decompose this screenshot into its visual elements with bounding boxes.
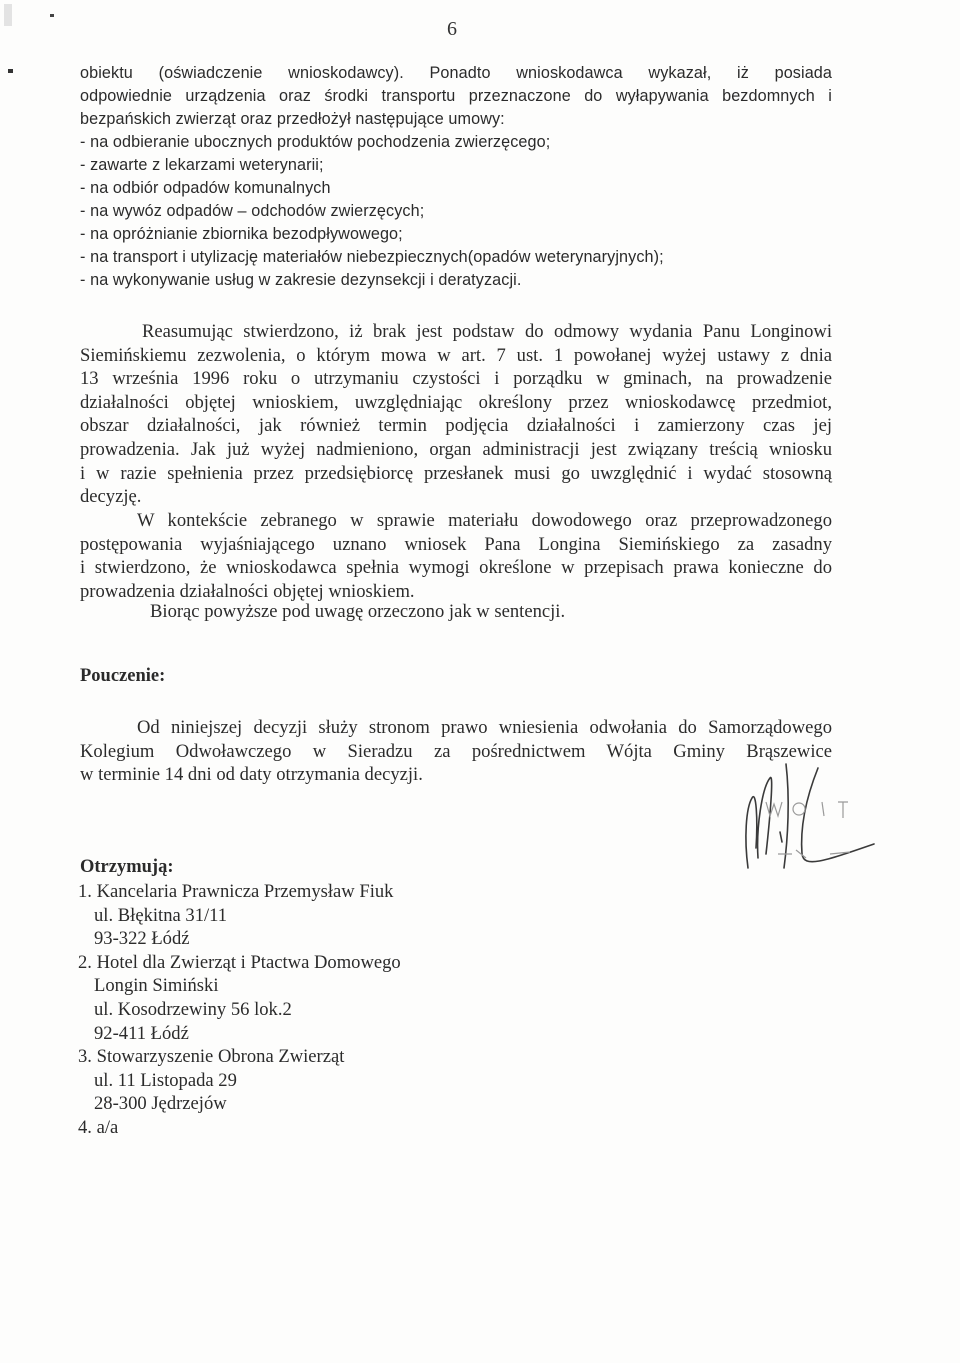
reasoning-line: i w razie spełnienia przez przedsiębiorcę przesłanek musi go uwzględnić i wydać stosowną bbox=[80, 462, 832, 484]
contract-item: - na odbiór odpadów komunalnych bbox=[80, 179, 331, 197]
recipient-entry bbox=[78, 1045, 498, 1069]
reasoning-line: Reasumując stwierdzono, iż brak jest podstaw do odmowy wydania Panu Longinowi bbox=[142, 321, 832, 342]
recipient-name: Hotel dla Zwierząt i Ptactwa Domowego bbox=[96, 951, 401, 973]
recipient-number: 1. bbox=[78, 881, 92, 902]
contract-item: - na opróżnianie zbiornika bezodpływowego; bbox=[80, 225, 403, 243]
recipient-name: a/a bbox=[96, 1116, 119, 1138]
recipient-number: 3. bbox=[78, 1046, 92, 1068]
closing-paragraph bbox=[80, 600, 832, 624]
recipient-address-line: ul. Kosodrzewiny 56 lok.2 bbox=[94, 998, 292, 1020]
contract-item: - na transport i utylizację materiałów niebezpiecznych(opadów weterynaryjnych); bbox=[80, 248, 664, 266]
intro-line: obiektu (oświadczenie wnioskodawcy). Ponadto wnioskodawca wykazał, iż posiada bbox=[80, 64, 832, 82]
recipient-address-line: ul. Błękitna 31/11 bbox=[94, 904, 228, 926]
instruction-line: Kolegium Odwoławczego w Sieradzu za pośrednictwem Wójta Gminy Brąszewice bbox=[80, 740, 832, 762]
scan-artifact bbox=[50, 14, 54, 17]
reasoning-line: Siemińskiemu zezwolenia, o którym mowa w art. 7 ust. 1 powołanej wyżej ustawy z dnia bbox=[80, 344, 832, 366]
recipient-number: 4. bbox=[78, 1116, 92, 1138]
context-line: prowadzenia działalności objętej wnioskiem. bbox=[80, 580, 415, 602]
instruction-line: w terminie 14 dni od daty otrzymania decyzji. bbox=[80, 764, 423, 786]
intro-line: odpowiednie urządzenia oraz środki transportu przeznaczone do wyłapywania bezdomnych i bbox=[80, 87, 832, 105]
recipient-number: 2. bbox=[78, 951, 92, 973]
recipient-entry bbox=[78, 1116, 498, 1140]
instruction-paragraph bbox=[80, 716, 832, 787]
page-number: 6 bbox=[447, 18, 457, 40]
context-paragraph bbox=[80, 509, 832, 603]
contract-item: - na odbieranie ubocznych produktów pochodzenia zwierzęcego; bbox=[80, 133, 551, 151]
recipients-title: Otrzymują: bbox=[80, 857, 174, 877]
reasoning-paragraph bbox=[80, 320, 832, 509]
recipient-entry bbox=[78, 880, 498, 904]
recipient-name: Stowarzyszenie Obrona Zwierząt bbox=[96, 1046, 345, 1068]
context-line: i stwierdzono, że wnioskodawca spełnia wymogi określone w przepisach prawa konieczne do bbox=[80, 557, 832, 579]
contract-item: - na wykonywanie usług w zakresie dezynsekcji i deratyzacji. bbox=[80, 271, 522, 289]
contract-item: - na wywóz odpadów – odchodów zwierzęcych; bbox=[80, 202, 425, 220]
recipient-address-line: 92-411 Łódź bbox=[94, 1022, 189, 1044]
intro-paragraph bbox=[80, 62, 832, 131]
recipient-address-line: 28-300 Jędrzejów bbox=[94, 1093, 227, 1115]
closing-line: Biorąc powyższe pod uwagę orzeczono jak w sentencji. bbox=[150, 601, 566, 622]
contract-item: - zawarte z lekarzami weterynarii; bbox=[80, 156, 324, 174]
context-line: W kontekście zebranego w sprawie materiału dowodowego oraz przeprowadzonego bbox=[137, 510, 832, 531]
intro-line: bezpańskich zwierząt oraz przedłożył następujące umowy: bbox=[80, 110, 505, 128]
instruction-line: Od niniejszej decyzji służy stronom prawo wniesienia odwołania do Samorządowego bbox=[137, 717, 832, 738]
recipient-address-line: 93-322 Łódź bbox=[94, 928, 190, 950]
recipient-address-line: Longin Simiński bbox=[94, 975, 219, 997]
instruction-title: Pouczenie: bbox=[80, 666, 166, 686]
recipient-name: Kancelaria Prawnicza Przemysław Fiuk bbox=[96, 881, 394, 902]
reasoning-line: prowadzenia. Jak już wyżej nadmieniono, organ administracji jest związany treścią wniosku bbox=[80, 438, 832, 460]
reasoning-line: działalności objętej wnioskiem, uwzględniając określony przez wnioskodawcę przedmiot, bbox=[80, 391, 832, 413]
reasoning-line: obszar działalności, jak również termin podjęcia działalności i zamierzony czas jej bbox=[80, 415, 832, 437]
recipient-address-line: ul. 11 Listopada 29 bbox=[94, 1069, 237, 1091]
contracts-list bbox=[80, 131, 832, 292]
recipients-list bbox=[78, 880, 498, 1140]
scan-artifact bbox=[4, 4, 12, 26]
recipient-entry bbox=[78, 951, 498, 975]
reasoning-line: decyzję. bbox=[80, 486, 142, 508]
context-line: postępowania wyjaśniającego uznano wniosek Pana Longina Siemińskiego za zasadny bbox=[80, 533, 832, 555]
signature-stamp bbox=[726, 758, 876, 882]
scan-artifact bbox=[8, 69, 13, 73]
reasoning-line: 13 września 1996 roku o utrzymaniu czystości i porządku w gminach, na prowadzenie bbox=[80, 368, 832, 390]
